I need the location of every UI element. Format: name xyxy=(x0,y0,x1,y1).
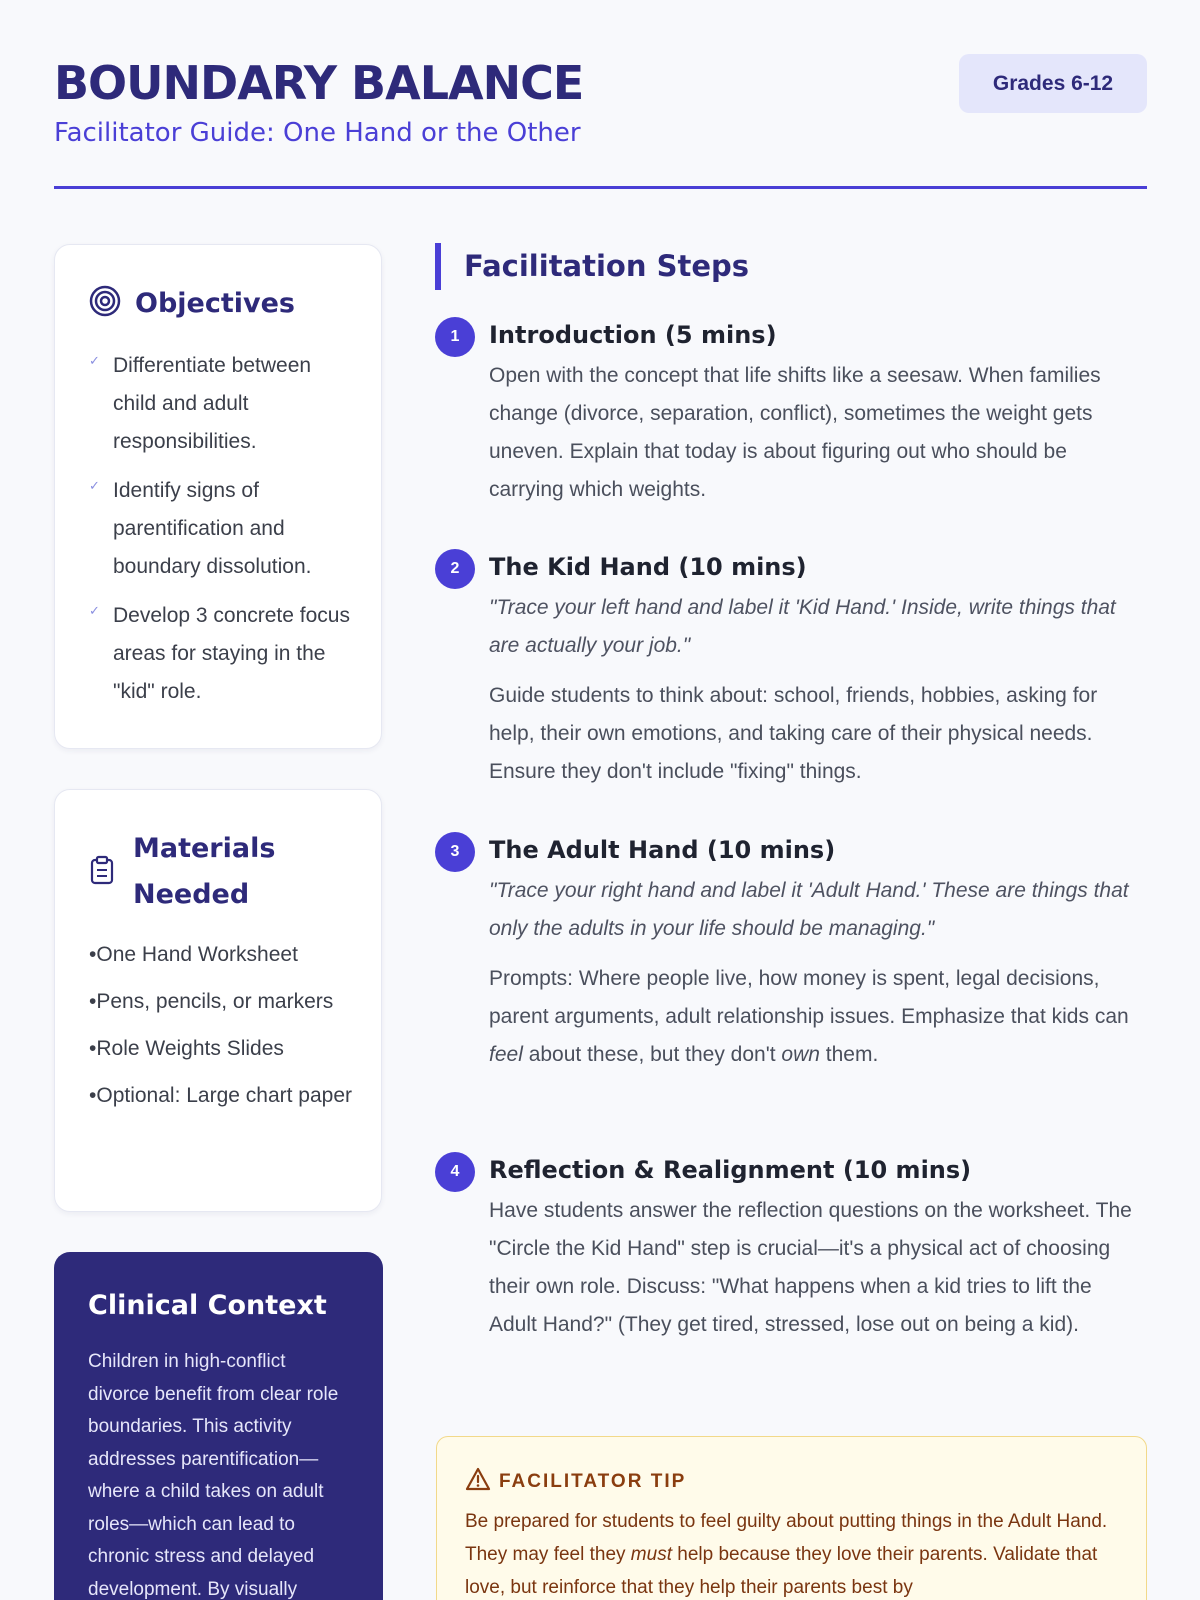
objective-item xyxy=(89,472,359,586)
step-text-part: them. xyxy=(819,1043,879,1066)
step-quote: "Trace your left hand and label it 'Kid Hand.' Inside, write things that are actually your job." xyxy=(489,596,1116,657)
tip-text-emphasis: must xyxy=(630,1544,672,1565)
step-number: 2 xyxy=(435,549,475,589)
objective-text: Develop 3 concrete focus areas for staying in the "kid" role. xyxy=(113,604,350,703)
step-number: 4 xyxy=(435,1152,475,1192)
tip-text-part: help because they love their parents. Validate that love, but reinforce that they help their parents best by xyxy=(465,1544,1098,1598)
step-text: Open with the concept that life shifts like a seesaw. When families change (divorce, separation, conflict), sometimes the weight gets uneven. Explain that today is about figuring out who should be carrying which weights. xyxy=(489,364,1101,501)
objective-text: Differentiate between child and adult responsibilities. xyxy=(113,354,312,453)
objectives-card xyxy=(54,244,382,749)
check-icon: ✓ xyxy=(89,478,100,493)
page-header xyxy=(54,50,1147,190)
step-1 xyxy=(435,317,1147,507)
step-title: The Kid Hand (10 mins) xyxy=(489,553,807,581)
objective-item xyxy=(89,597,359,711)
header-divider xyxy=(54,186,1147,189)
step-title: Reflection & Realignment (10 mins) xyxy=(489,1156,972,1184)
step-text: Have students answer the reflection questions on the worksheet. The "Circle the Kid Hand" step is crucial—it's a physical act of choosing their own role. Discuss: "What happens when a kid tries to lift the Adult Hand?" (They get tired, stressed, lose out on being a kid). xyxy=(489,1199,1132,1336)
materials-card xyxy=(54,789,382,1212)
step-text-part: about these, but they don't xyxy=(522,1043,782,1066)
objectives-header xyxy=(89,285,295,322)
material-item: • Role Weights Slides xyxy=(89,1032,359,1066)
material-item: • Optional: Large chart paper xyxy=(89,1079,359,1113)
step-3 xyxy=(435,832,1147,1122)
page-subtitle: Facilitator Guide: One Hand or the Other xyxy=(54,118,581,148)
clinical-context-text: Children in high-conflict divorce benefit from clear role boundaries. This activity addresses parentification—where a child takes on adult roles—which can lead to chronic stress and delayed development. By visually xyxy=(88,1351,339,1600)
page-title: BOUNDARY BALANCE xyxy=(54,56,584,110)
target-icon xyxy=(89,285,121,322)
step-4 xyxy=(435,1152,1147,1392)
objective-item xyxy=(89,347,359,461)
check-icon: ✓ xyxy=(89,353,100,368)
step-text-emphasis: own xyxy=(781,1043,820,1066)
clinical-context-title: Clinical Context xyxy=(88,1290,327,1321)
clipboard-icon xyxy=(89,855,115,890)
tip-label: FACILITATOR TIP xyxy=(499,1470,687,1492)
step-content xyxy=(489,589,1144,791)
step-text-part: Prompts: Where people live, how money is spent, legal decisions, parent arguments, adult relationship issues. Emphasize that kids can xyxy=(489,967,1129,1028)
objectives-list xyxy=(89,347,359,722)
tip-text xyxy=(465,1505,1125,1600)
tip-header xyxy=(465,1467,686,1496)
step-content xyxy=(489,872,1144,1074)
step-text: Guide students to think about: school, friends, hobbies, asking for help, their own emotions, and taking care of their physical needs. Ensure they don't include "fixing" things. xyxy=(489,684,1098,783)
step-title: Introduction (5 mins) xyxy=(489,321,777,349)
grade-badge: Grades 6-12 xyxy=(959,54,1147,113)
objective-text: Identify signs of parentification and boundary dissolution. xyxy=(113,479,312,578)
materials-list xyxy=(89,938,359,1126)
step-number: 1 xyxy=(435,317,475,357)
tip-text-part: Be prepared for students to feel guilty about putting things in the Adult Hand. They may feel they xyxy=(465,1511,1108,1565)
step-text-emphasis: feel xyxy=(489,1043,523,1066)
material-item: • One Hand Worksheet xyxy=(89,938,359,972)
material-item: • Pens, pencils, or markers xyxy=(89,985,359,1019)
objectives-title: Objectives xyxy=(135,288,295,319)
clinical-context-card xyxy=(54,1252,383,1600)
facilitator-tip-box xyxy=(436,1436,1147,1600)
step-number: 3 xyxy=(435,832,475,872)
materials-header xyxy=(89,826,283,918)
check-icon: ✓ xyxy=(89,603,100,618)
materials-title: Materials Needed xyxy=(133,833,276,910)
facilitation-title: Facilitation Steps xyxy=(435,243,749,290)
step-title: The Adult Hand (10 mins) xyxy=(489,836,836,864)
step-2 xyxy=(435,549,1147,799)
step-text xyxy=(489,960,1144,1074)
warning-icon xyxy=(465,1467,491,1496)
step-quote: "Trace your right hand and label it 'Adult Hand.' These are things that only the adults in your life should be managing." xyxy=(489,879,1129,940)
